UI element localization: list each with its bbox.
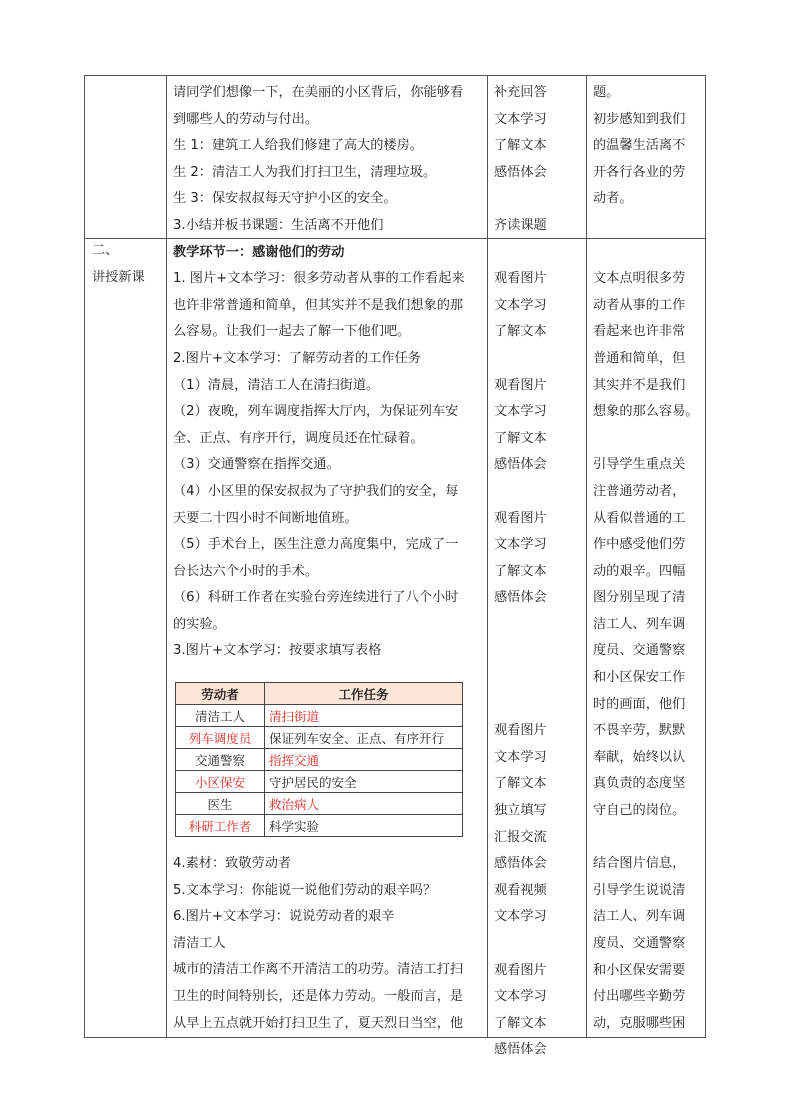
activity-line: 补充回答: [494, 85, 547, 100]
intent-line: 时的画面，他们: [593, 696, 686, 712]
intent-line: 动的艰辛。四幅: [593, 563, 686, 579]
intent-line: 守自己的岗位。: [593, 803, 686, 819]
intent-line: 从看似普通的工: [593, 510, 686, 526]
intent-line: 洁工人、列车调: [593, 616, 686, 632]
activity-line: 观看图片: [494, 723, 547, 739]
task-cell: 保证列车安全、正点、有序开行: [265, 727, 463, 749]
intent-line: 作中感受他们劳: [593, 537, 686, 553]
content-line: 1. 图片+文本学习：很多劳动者从事的工作看起来: [173, 271, 465, 287]
student-activity-column: [494, 80, 582, 1064]
activity-line: 感悟体会: [494, 590, 547, 606]
activity-line: 文本学习: [494, 404, 547, 420]
intent-line: 动，克服哪些困: [593, 1015, 686, 1031]
task-cell: 救治病人: [265, 793, 463, 815]
content-line: 的实验。: [173, 616, 226, 632]
content-line: 4.素材：致敬劳动者: [173, 856, 292, 872]
activity-line: 了解文本: [494, 776, 547, 792]
worker-cell: 交通警察: [176, 749, 265, 771]
content-line: 3.小结并板书课题：生活离不开他们: [173, 217, 384, 233]
content-line: （5）手术台上，医生注意力高度集中，完成了一: [173, 537, 459, 553]
header-task: 工作任务: [265, 683, 463, 705]
task-cell: 守护居民的安全: [265, 771, 463, 793]
table-row: [176, 749, 463, 771]
activity-line: 齐读课题: [494, 217, 547, 233]
activity-line: 观看图片: [494, 271, 547, 287]
content-line: 6.图片+文本学习：说说劳动者的艰辛: [173, 909, 395, 925]
activity-line: 文本学习: [494, 909, 547, 925]
intent-line: 的温馨生活离不: [593, 138, 686, 154]
content-line: 2.图片+文本学习：了解劳动者的工作任务: [173, 350, 421, 366]
section-title: 讲授新课: [92, 269, 145, 285]
design-intent-column: [593, 80, 703, 1037]
intent-line: 付出哪些辛勤劳: [593, 989, 686, 1005]
activity-line: 汇报交流: [494, 829, 547, 845]
activity-line: 文本学习: [494, 537, 547, 553]
content-line: 请同学们想像一下，在美丽的小区背后，你能够看: [173, 85, 464, 100]
intent-line: 洁工人、列车调: [593, 909, 686, 925]
content-line: 生 2：清洁工人为我们打扫卫生，清理垃圾。: [173, 164, 437, 180]
content-line: 城市的清洁工作离不开清洁工的功劳。清洁工打扫: [173, 962, 464, 978]
worker-cell: 医生: [176, 793, 265, 815]
content-line: 5.文本学习：你能说一说他们劳动的艰辛吗？: [173, 882, 437, 898]
teaching-content-column: [173, 80, 485, 1037]
intent-line: 结合图片信息，: [593, 856, 686, 872]
activity-line: 观看图片: [494, 377, 547, 393]
intent-line: 文本点明很多劳: [593, 271, 686, 287]
content-line: （2）夜晚，列车调度指挥大厅内，为保证列车安: [173, 404, 459, 420]
column-divider-3: [586, 75, 587, 1038]
intent-line: 开各行各业的劳: [593, 164, 686, 180]
activity-line: 文本学习: [494, 111, 547, 127]
intent-line: 普通和简单，但: [593, 350, 686, 366]
worker-cell: 科研工作者: [176, 815, 265, 837]
intent-line: 想象的那么容易。: [593, 404, 699, 420]
content-line: 3.图片+文本学习：按要求填写表格: [173, 643, 382, 659]
table-row: [176, 815, 463, 837]
activity-line: 了解文本: [494, 324, 547, 340]
table-row: [176, 727, 463, 749]
worker-cell: 列车调度员: [176, 727, 265, 749]
activity-line: 文本学习: [494, 749, 547, 765]
table-row: [176, 793, 463, 815]
intent-line: 奉献，始终以认: [593, 749, 686, 765]
intent-line: 图分别呈现了清: [593, 590, 686, 606]
worker-cell: 小区保安: [176, 771, 265, 793]
activity-line: 感悟体会: [494, 457, 547, 473]
task-cell: 指挥交通: [265, 749, 463, 771]
content-line: 生 3：保安叔叔每天守护小区的安全。: [173, 191, 397, 207]
intent-line: 其实并不是我们: [593, 377, 686, 393]
intent-line: 度员、交通警察: [593, 936, 686, 951]
intent-line: 动者从事的工作: [593, 297, 686, 313]
content-line: 全、正点、有序开行，调度员还在忙碌着。: [173, 430, 424, 446]
intent-line: 度员、交通警察: [593, 643, 686, 659]
content-line: 清洁工人: [173, 935, 226, 951]
intent-line: 题。: [593, 85, 620, 100]
content-line: 卫生的时间特别长，还是体力劳动。一般而言，是: [173, 989, 464, 1005]
activity-line: 观看视频: [494, 882, 547, 898]
task-cell: 科学实验: [265, 815, 463, 837]
activity-line: 观看图片: [494, 962, 547, 978]
content-line: 么容易。让我们一起去了解一下他们吧。: [173, 324, 411, 340]
intent-line: 动者。: [593, 191, 633, 207]
section-heading: 教学环节一：感谢他们的劳动: [173, 244, 345, 260]
intent-line: 初步感知到我们: [593, 111, 686, 127]
intent-line: 注普通劳动者，: [593, 483, 686, 499]
intent-line: 引导学生重点关: [593, 457, 686, 473]
intent-line: 不畏辛劳，默默: [593, 723, 686, 739]
activity-line: 了解文本: [494, 138, 547, 154]
activity-line: 了解文本: [494, 1015, 547, 1031]
column-divider-2: [487, 75, 488, 1038]
content-line: 从早上五点就开始打扫卫生了，夏天烈日当空，他: [173, 1015, 464, 1031]
content-line: 台长达六个小时的手术。: [173, 563, 319, 579]
activity-line: 了解文本: [494, 563, 547, 579]
intent-line: 和小区保安工作: [593, 670, 686, 686]
activity-line: 感悟体会: [494, 856, 547, 872]
content-line: 天要二十四小时不间断地值班。: [173, 510, 358, 526]
header-worker: 劳动者: [176, 683, 265, 705]
content-line: （6）科研工作者在实验台旁连续进行了八个小时: [173, 590, 459, 606]
worker-cell: 清洁工人: [176, 705, 265, 727]
intent-line: 真负责的态度坚: [593, 776, 686, 792]
content-line: 也许非常普通和简单，但其实并不是我们想象的那: [173, 297, 464, 313]
intent-line: 和小区保安需要: [593, 962, 686, 978]
activity-line: 文本学习: [494, 989, 547, 1005]
table-row: [176, 771, 463, 793]
worker-task-table: [175, 682, 463, 837]
content-line: 到哪些人的劳动与付出。: [173, 111, 319, 127]
table-row: [176, 705, 463, 727]
section-number: 二、: [92, 243, 119, 258]
content-line: 生 1：建筑工人给我们修建了高大的楼房。: [173, 138, 423, 154]
activity-line: 文本学习: [494, 297, 547, 313]
content-line: （3）交通警察在指挥交通。: [173, 457, 340, 473]
activity-line: 感悟体会: [494, 1042, 547, 1058]
task-cell: 清扫街道: [265, 705, 463, 727]
content-line: （4）小区里的保安叔叔为了守护我们的安全，每: [173, 483, 459, 499]
intent-line: 引导学生说说清: [593, 882, 686, 898]
activity-line: 感悟体会: [494, 164, 547, 180]
activity-line: 独立填写: [494, 803, 547, 819]
column-divider-1: [166, 75, 167, 1038]
activity-line: 了解文本: [494, 430, 547, 446]
section-label-column: [92, 238, 145, 291]
intent-line: 看起来也许非常: [593, 324, 686, 340]
activity-line: 观看图片: [494, 510, 547, 526]
table-header-row: [176, 683, 463, 705]
content-line: （1）清晨，清洁工人在清扫街道。: [173, 377, 380, 393]
